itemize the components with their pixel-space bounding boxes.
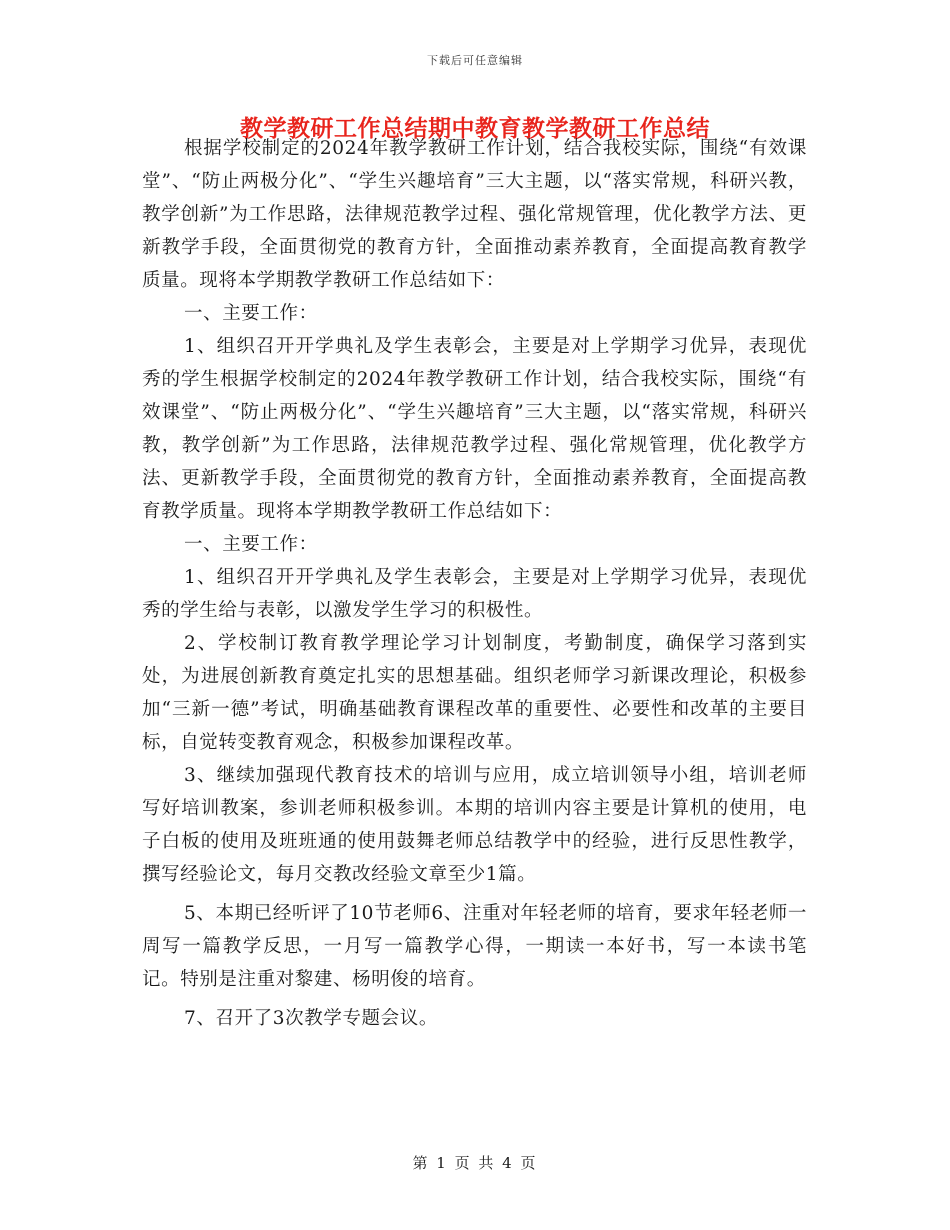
- document-body: [142, 132, 807, 1035]
- header-note: 下载后可任意编辑: [427, 54, 523, 67]
- paragraph-item-1-long: 1、组织召开开学典礼及学生表彰会，主要是对上学期学习优异，表现优秀的学生根据学校制定的2024年教学教研工作计划，结合我校实际，围绕“有效课堂”、“防止两极分化”、“学生兴趣培育”三大主题，以“落实常规，科研兴教，教学创新”为工作思路，法律规范教学过程、强化常规管理，优化教学方法、更新教学手段，全面贯彻党的教育方针，全面推动素养教育，全面提高教育教学质量。现将本学期教学教研工作总结如下：: [142, 336, 807, 522]
- paragraph-item-7: 7、召开了3次教学专题会议。: [184, 1008, 438, 1029]
- document-title: 教学教研工作总结期中教育教学教研工作总结: [240, 115, 710, 142]
- paragraph-item-2: 2、学校制订教育教学理论学习计划制度，考勤制度，确保学习落到实处，为进展创新教育奠定扎实的思想基础。组织老师学习新课改理论，积极参加“三新一德”考试，明确基础教育课程改革的重要性、必要性和改革的主要目标，自觉转变教育观念，积极参加课程改革。: [142, 633, 807, 753]
- paragraph-item-5: 5、本期已经听评了10节老师6、注重对年轻老师的培育，要求年轻老师一周写一篇教学反思，一月写一篇教学心得，一期读一本好书，写一本读书笔记。特别是注重对黎建、杨明俊的培育。: [142, 903, 807, 990]
- section-heading-main-work: 一、主要工作：: [184, 303, 318, 324]
- paragraph-item-3: 3、继续加强现代教育技术的培训与应用，成立培训领导小组，培训老师写好培训教案，参训老师积极参训。本期的培训内容主要是计算机的使用，电子白板的使用及班班通的使用鼓舞老师总结教学中的经验，进行反思性教学，撰写经验论文，每月交教改经验文章至少1篇。: [142, 765, 807, 885]
- paragraph-item-1: 1、组织召开开学典礼及学生表彰会，主要是对上学期学习优异，表现优秀的学生给与表彰，以激发学生学习的积极性。: [142, 567, 807, 621]
- page-number-footer: 第 1 页 共 4 页: [412, 1154, 538, 1172]
- section-heading-main-work-repeat: 一、主要工作：: [184, 534, 318, 555]
- paragraph-intro: 根据学校制定的2024年教学教研工作计划，结合我校实际，围绕“有效课堂”、“防止两极分化”、“学生兴趣培育”三大主题，以“落实常规，科研兴教，教学创新”为工作思路，法律规范教学过程、强化常规管理，优化教学方法、更新教学手段，全面贯彻党的教育方针，全面推动素养教育，全面提高教育教学质量。现将本学期教学教研工作总结如下：: [142, 138, 807, 291]
